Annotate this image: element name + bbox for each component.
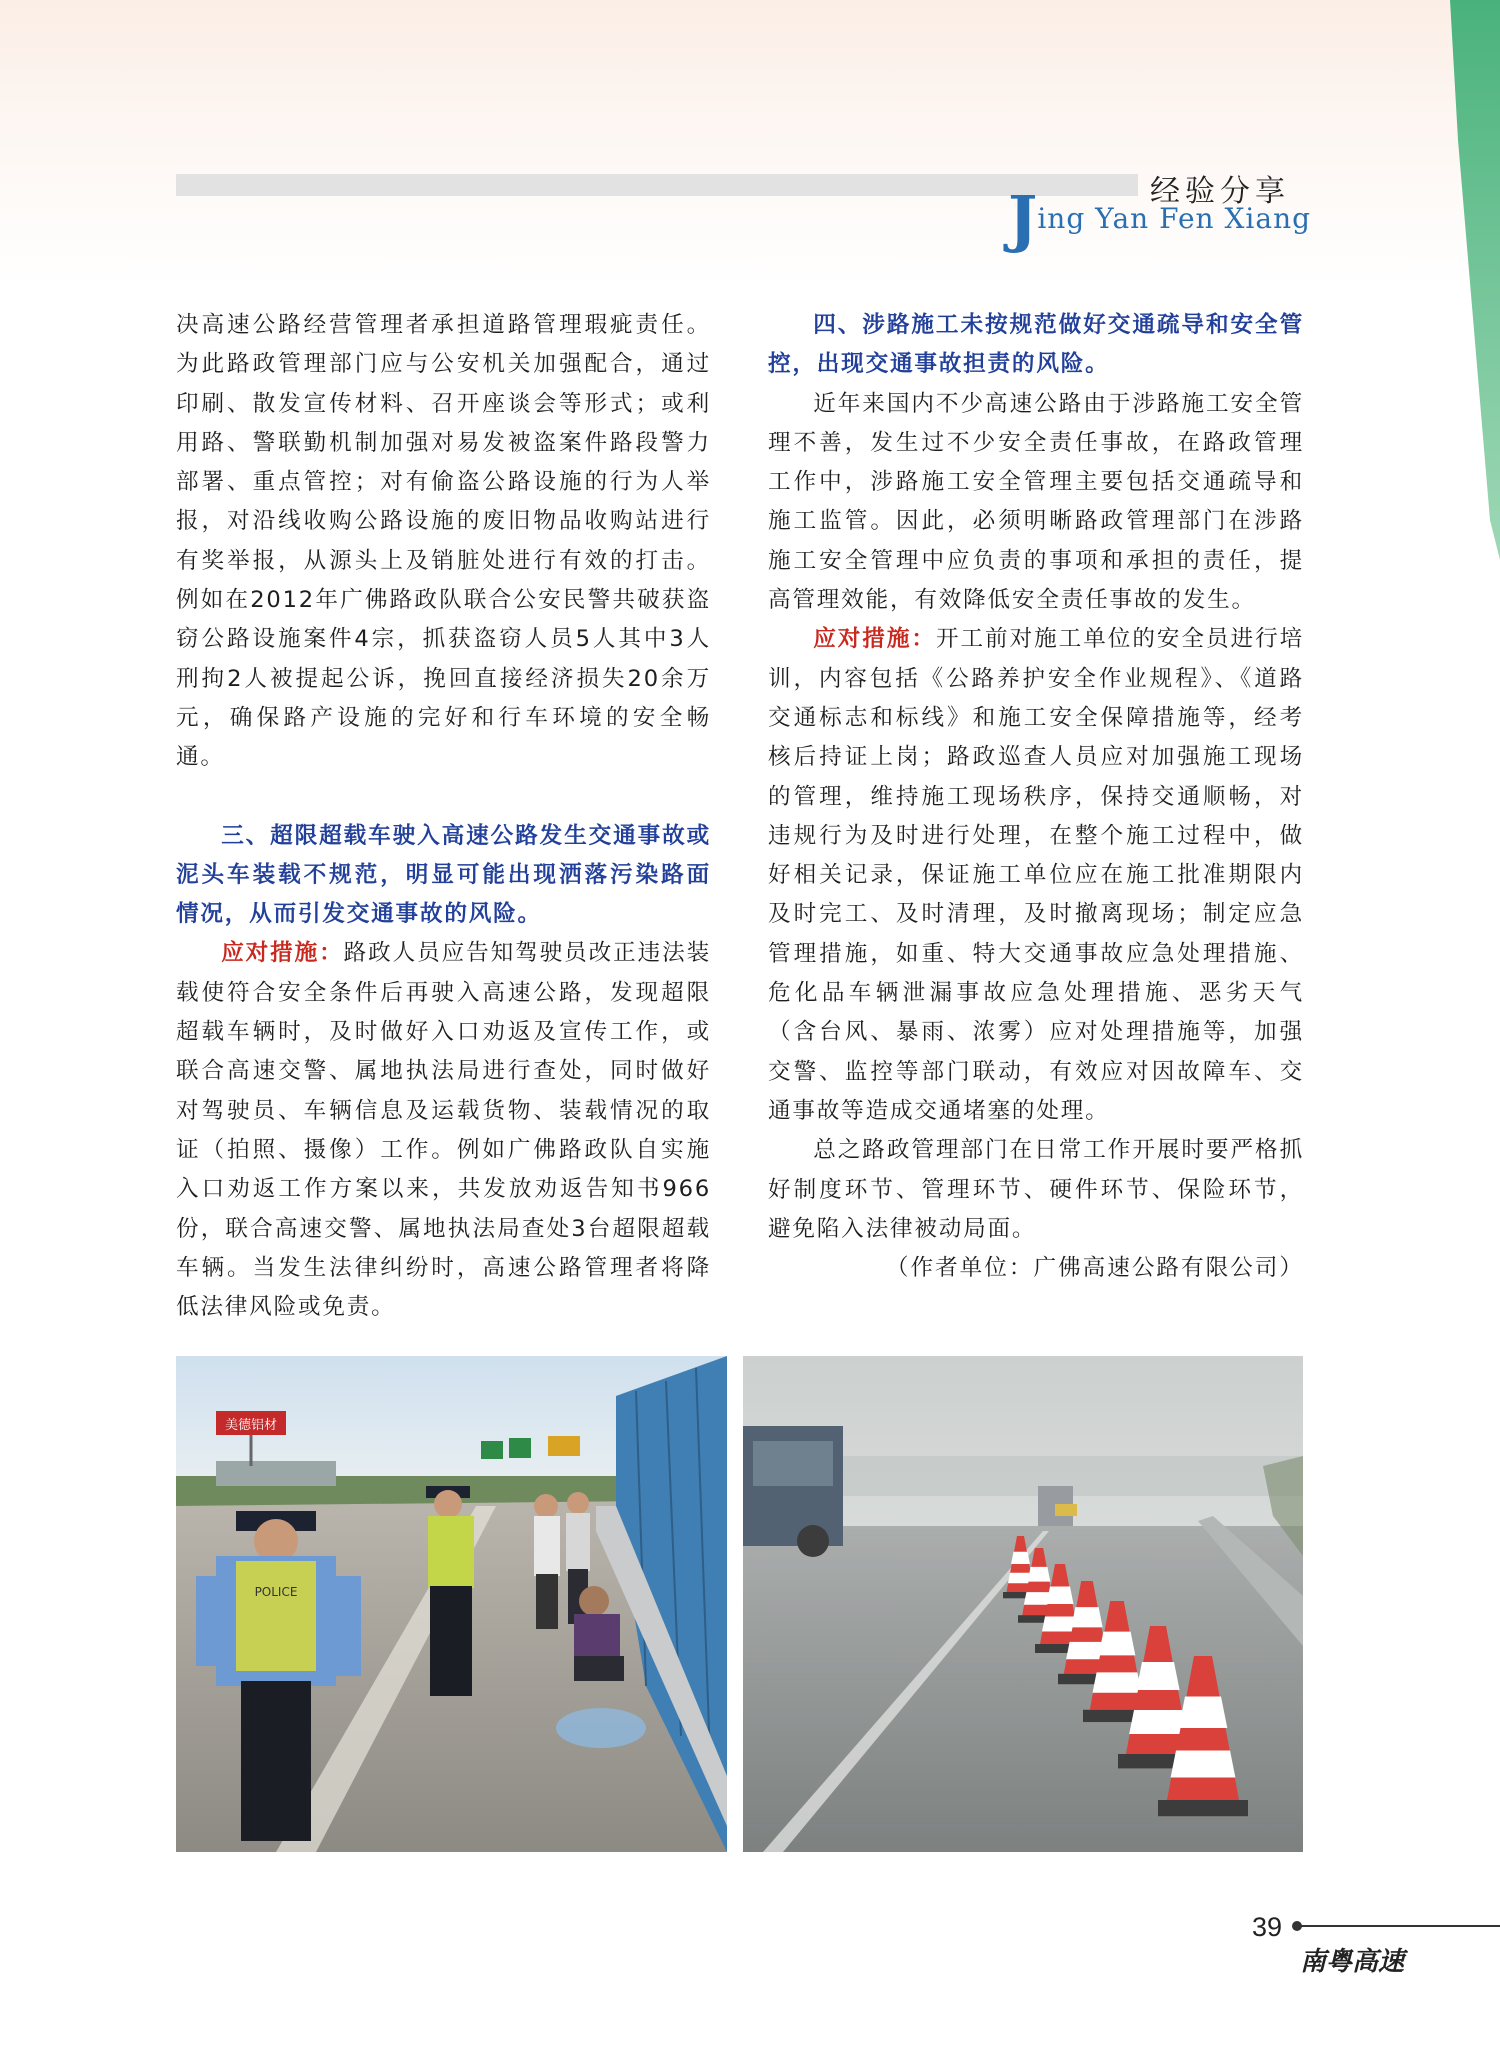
measure-label: 应对措施： — [813, 626, 936, 653]
section-title-en-rest: ing Yan Fen Xiang — [1037, 202, 1312, 235]
author-affiliation: （作者单位：广佛高速公路有限公司） — [885, 1255, 1304, 1282]
heading-section-3: 三、超限超载车驶入高速公路发生交通事故或泥头车装载不规范，明显可能出现洒落污染路面情况，从而引发交通事故的风险。 — [176, 822, 711, 928]
left-column — [176, 306, 711, 1327]
section-title-en-initial: J — [1008, 182, 1038, 255]
right-column — [768, 306, 1304, 1288]
billboard-text: 美德铝材 — [224, 1418, 278, 1433]
measure-label: 应对措施： — [221, 940, 344, 967]
measure-text: 开工前对施工单位的安全员进行培训，内容包括《公路养护安全作业规程》、《道路交通标志和标线》和施工安全保障措施等，经考核后持证上岗；路政巡查人员应对加强施工现场的管理，维持施工现场秩序，保持交通顺畅，对违规行为及时进行处理，在整个施工过程中，做好相关记录，保证施工单位应在施工批准期限内及时完工、及时清理，及时撤离现场；制定应急管理措施，如重、特大交通事故应急处理措施、危化品车辆泄漏事故应急处理措施、恶劣天气（含台风、暴雨、浓雾）应对处理措施等，加强交警、监控等部门联动，有效应对因故障车、交通事故等造成交通堵塞的处理。 — [768, 626, 1305, 1124]
measure-paragraph-4 — [768, 620, 1304, 1131]
section-title-en — [1008, 182, 1312, 255]
photo-rain-traffic-cones — [743, 1356, 1303, 1852]
section-title-cn: 经验分享 — [1150, 174, 1290, 209]
page-number: 39 — [1252, 1912, 1283, 1942]
measure-paragraph-3 — [176, 934, 711, 1327]
header-bar — [176, 174, 1138, 196]
magazine-logo — [1300, 1940, 1420, 1980]
edge-decoration — [1440, 0, 1500, 560]
svg-text:南粤高速: 南粤高速 — [1300, 1947, 1405, 1977]
paragraph-section-4: 近年来国内不少高速公路由于涉路施工安全管理不善，发生过不少安全责任事故，在路政管理工作中，涉路施工安全管理主要包括交通疏导和施工监管。因此，必须明晰路政管理部门在涉路施工安全管理中应负责的事项和承担的责任，提高管理效能，有效降低安全责任事故的发生。 — [768, 390, 1304, 614]
photo-road-police-inspection — [176, 1356, 727, 1852]
vest-text: POLICE — [254, 1585, 298, 1599]
footer-line — [1296, 1925, 1500, 1927]
paragraph-continuation: 决高速公路经营管理者承担道路管理瑕疵责任。为此路政管理部门应与公安机关加强配合，通过印刷、散发宣传材料、召开座谈会等形式；或利用路、警联勤机制加强对易发被盗案件路段警力部署、重点管控；对有偷盗公路设施的行为人举报，对沿线收购公路设施的废旧物品收购站进行有奖举报，从源头上及销脏处进行有效的打击。例如在2012年广佛路政队联合公安民警共破获盗窃公路设施案件4宗，抓获盗窃人员5人其中3人刑拘2人被提起公诉，挽回直接经济损失20余万元，确保路产设施的完好和行车环境的安全畅通。 — [176, 312, 711, 771]
heading-section-4: 四、涉路施工未按规范做好交通疏导和安全管控，出现交通事故担责的风险。 — [768, 312, 1304, 378]
conclusion-paragraph: 总之路政管理部门在日常工作开展时要严格抓好制度环节、管理环节、硬件环节、保险环节，避免陷入法律被动局面。 — [768, 1137, 1304, 1242]
measure-text: 路政人员应告知驾驶员改正违法装载使符合安全条件后再驶入高速公路，发现超限超载车辆时，及时做好入口劝返及宣传工作，或联合高速交警、属地执法局进行查处，同时做好对驾驶员、车辆信息及运载货物、装载情况的取证（拍照、摄像）工作。例如广佛路政队自实施入口劝返工作方案以来，共发放劝返告知书966份，联合高速交警、属地执法局查处3台超限超载车辆。当发生法律纠纷时，高速公路管理者将降低法律风险或免责。 — [176, 940, 712, 1321]
